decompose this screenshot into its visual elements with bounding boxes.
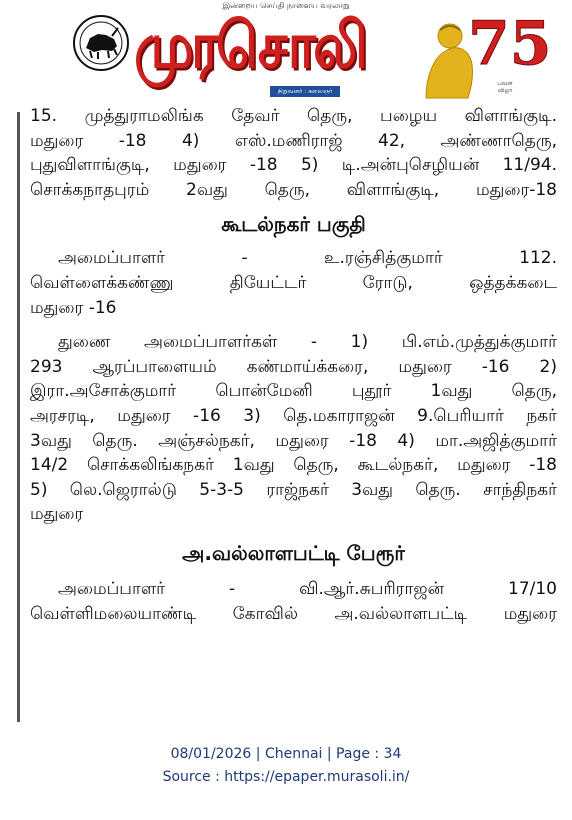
text-line: 14/2 சொக்கலிங்கநகர் 1வது தெரு, கூடல்நகர், மதுரை -18: [30, 455, 557, 476]
footer-separator: |: [255, 746, 261, 762]
text-line: 293 ஆரப்பாளையம் கண்மாய்க்கரை, மதுரை -16 2): [30, 356, 557, 377]
text-line: சொக்கநாதபுரம் 2வது தெரு, விளாங்குடி, மதுரை-18: [30, 179, 557, 200]
text-line: புதுவிளாங்குடி, மதுரை -18 5) டி.அன்புசெழியன் 11/94.: [30, 155, 557, 176]
jubilee-text: பவள விழா: [497, 80, 513, 94]
text-line: மதுரை: [30, 504, 84, 525]
article-column: [17, 104, 561, 626]
text-line: மதுரை -18 4) எஸ்.மணிராஜ் 42, அண்ணாதெரு,: [30, 130, 557, 151]
text-line: துணை அமைப்பாளர்கள் - 1) பி.எம்.முத்துக்குமார்: [58, 332, 557, 353]
text-line: 5) லெ.ஜெரால்டு 5-3-5 ராஜ்நகர் 3வது தெரு. சாந்திநகர்: [30, 479, 557, 500]
text-line: வெள்ளைக்கண்ணு தியேட்டர் ரோடு, ஒத்தக்கடை: [30, 272, 557, 293]
section-heading-koodal-nagar: கூடல்நகர் பகுதி: [221, 212, 366, 237]
footer-source: [0, 769, 572, 785]
text-line: 3வது தெரு. அஞ்சல்நகர், மதுரை -18 4) மா.அஜித்குமார்: [30, 430, 557, 451]
edition-page: Page : 34: [336, 746, 402, 762]
masthead: [0, 0, 572, 112]
text-line: அரசரடி, மதுரை -16 3) தெ.மகாராஜன் 9.பெரியார் நகர்: [30, 405, 557, 426]
paragraph-3: [30, 330, 557, 527]
text-line: மதுரை -16: [30, 297, 117, 318]
masthead-tagline: இன்றைய செய்தி நாளைய வரலாறு: [222, 1, 350, 10]
edition-city: Chennai: [264, 746, 323, 762]
edition-date: 08/01/2026: [170, 746, 252, 762]
text-line: அமைப்பாளர் - உ.ரஞ்சித்குமார் 112.: [58, 248, 557, 269]
founder-strip: நிறுவனர் : கலைஞர் மு.கருணாநிதி: [270, 86, 340, 97]
jubilee-number: 75: [468, 9, 552, 79]
source-label: Source :: [162, 769, 220, 785]
text-line: வெள்ளிமலையாண்டி கோவில் அ.வல்லாளபட்டி மதுரை: [30, 603, 557, 624]
paragraph-4: [30, 577, 557, 626]
footer-edition-info: [0, 746, 572, 762]
article-clipping: [17, 106, 570, 722]
source-link[interactable]: https://epaper.murasoli.in/: [224, 769, 410, 785]
masthead-title: முரசொலி: [134, 8, 365, 83]
text-line: 15. முத்துராமலிங்க தேவர் தெரு, பழைய விளாங்குடி.: [30, 106, 557, 126]
section-heading-a-vallalapatti: அ.வல்லாளபட்டி பேரூர்: [182, 540, 405, 565]
text-line: அமைப்பாளர் - வி.ஆர்.சுபரிராஜன் 17/10: [58, 578, 557, 599]
footer-separator: |: [326, 746, 332, 762]
paragraph-1: [30, 104, 557, 202]
text-line: இரா.அசோக்குமார் பொன்மேனி புதூர் 1வது தெரு,: [30, 381, 557, 402]
paragraph-2: [30, 246, 557, 320]
party-emblem-icon: [72, 14, 130, 72]
